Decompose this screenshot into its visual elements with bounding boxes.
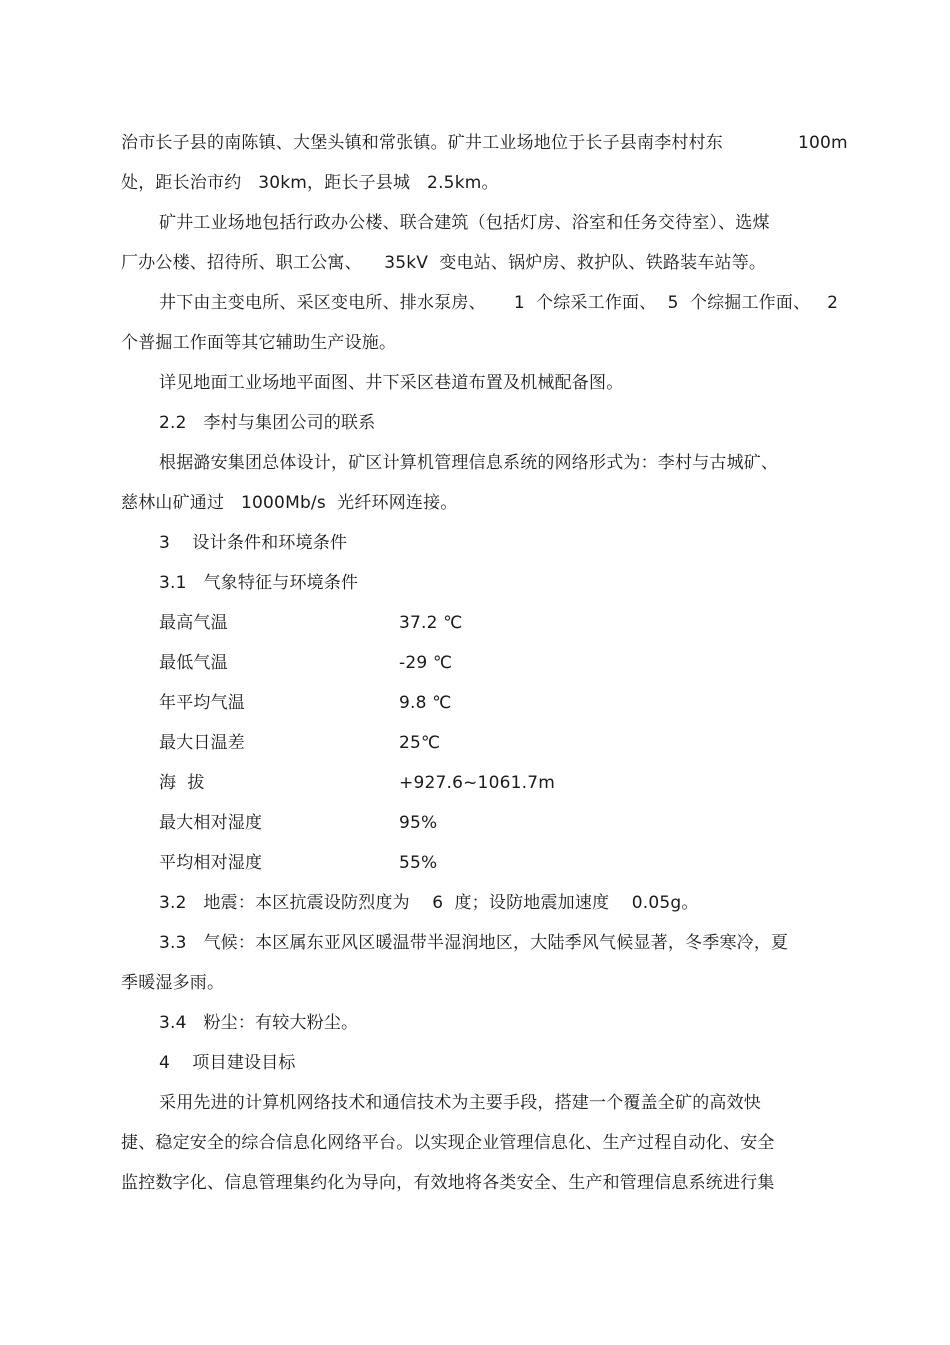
paragraph-line: 矿井工业场地包括行政办公楼、联合建筑（包括灯房、浴室和任务交待室）、选煤	[159, 213, 770, 233]
section-heading-2-2: 2.2 李村与集团公司的联系	[159, 413, 376, 433]
climate-label: 海 拔	[159, 773, 205, 793]
paragraph-line: 捷、稳定安全的综合信息化网络平台。以实现企业管理信息化、生产过程自动化、安全	[121, 1133, 775, 1153]
paragraph-line: 监控数字化、信息管理集约化为导向，有效地将各类安全、生产和管理信息系统进行集	[121, 1173, 775, 1193]
climate-label: 年平均气温	[159, 693, 245, 713]
climate-label: 平均相对湿度	[159, 853, 263, 873]
climate-value: 55%	[399, 853, 438, 873]
paragraph-line: 采用先进的计算机网络技术和通信技术为主要手段，搭建一个覆盖全矿的高效快	[159, 1093, 761, 1113]
climate-label: 最大相对湿度	[159, 813, 263, 833]
climate-value: +927.6~1061.7m	[399, 773, 555, 793]
paragraph-line: 井下由主变电所、采区变电所、排水泵房、 1 个综采工作面、 5 个综掘工作面、 2	[159, 293, 839, 313]
section-heading-3-1: 3.1 气象特征与环境条件	[159, 573, 359, 593]
climate-value: 9.8 ℃	[399, 693, 452, 713]
paragraph-line: 季暖湿多雨。	[121, 973, 225, 993]
section-heading-3: 3 设计条件和环境条件	[159, 533, 348, 553]
climate-value: -29 ℃	[399, 653, 453, 673]
climate-label: 最大日温差	[159, 733, 245, 753]
climate-value: 37.2 ℃	[399, 613, 463, 633]
climate-label: 最低气温	[159, 653, 228, 673]
paragraph-line: 根据潞安集团总体设计，矿区计算机管理信息系统的网络形式为：李村与古城矿、	[159, 453, 779, 473]
paragraph-line-tail: 100m	[798, 133, 848, 153]
paragraph-line: 处，距长治市约 30km，距长子县城 2.5km。	[121, 173, 499, 193]
climate-value: 95%	[399, 813, 438, 833]
section-3-3: 3.3 气候：本区属东亚风区暖温带半湿润地区，大陆季风气候显著，冬季寒冷，夏	[159, 933, 789, 953]
paragraph-line: 详见地面工业场地平面图、井下采区巷道布置及机械配备图。	[159, 373, 624, 393]
paragraph-line: 治市长子县的南陈镇、大堡头镇和常张镇。矿井工业场地位于长子县南李村村东	[121, 133, 723, 153]
section-3-4: 3.4 粉尘：有较大粉尘。	[159, 1013, 359, 1033]
paragraph-line: 个普掘工作面等其它辅助生产设施。	[121, 333, 397, 353]
section-heading-4: 4 项目建设目标	[159, 1053, 296, 1073]
paragraph-line: 厂办公楼、招待所、职工公寓、 35kV 变电站、锅炉房、救护队、铁路装车站等。	[121, 253, 767, 273]
paragraph-line: 慈林山矿通过 1000Mb/s 光纤环网连接。	[121, 493, 458, 513]
section-3-2: 3.2 地震：本区抗震设防烈度为 6 度；设防地震加速度 0.05g。	[159, 893, 699, 913]
climate-value: 25℃	[399, 733, 441, 753]
climate-label: 最高气温	[159, 613, 228, 633]
